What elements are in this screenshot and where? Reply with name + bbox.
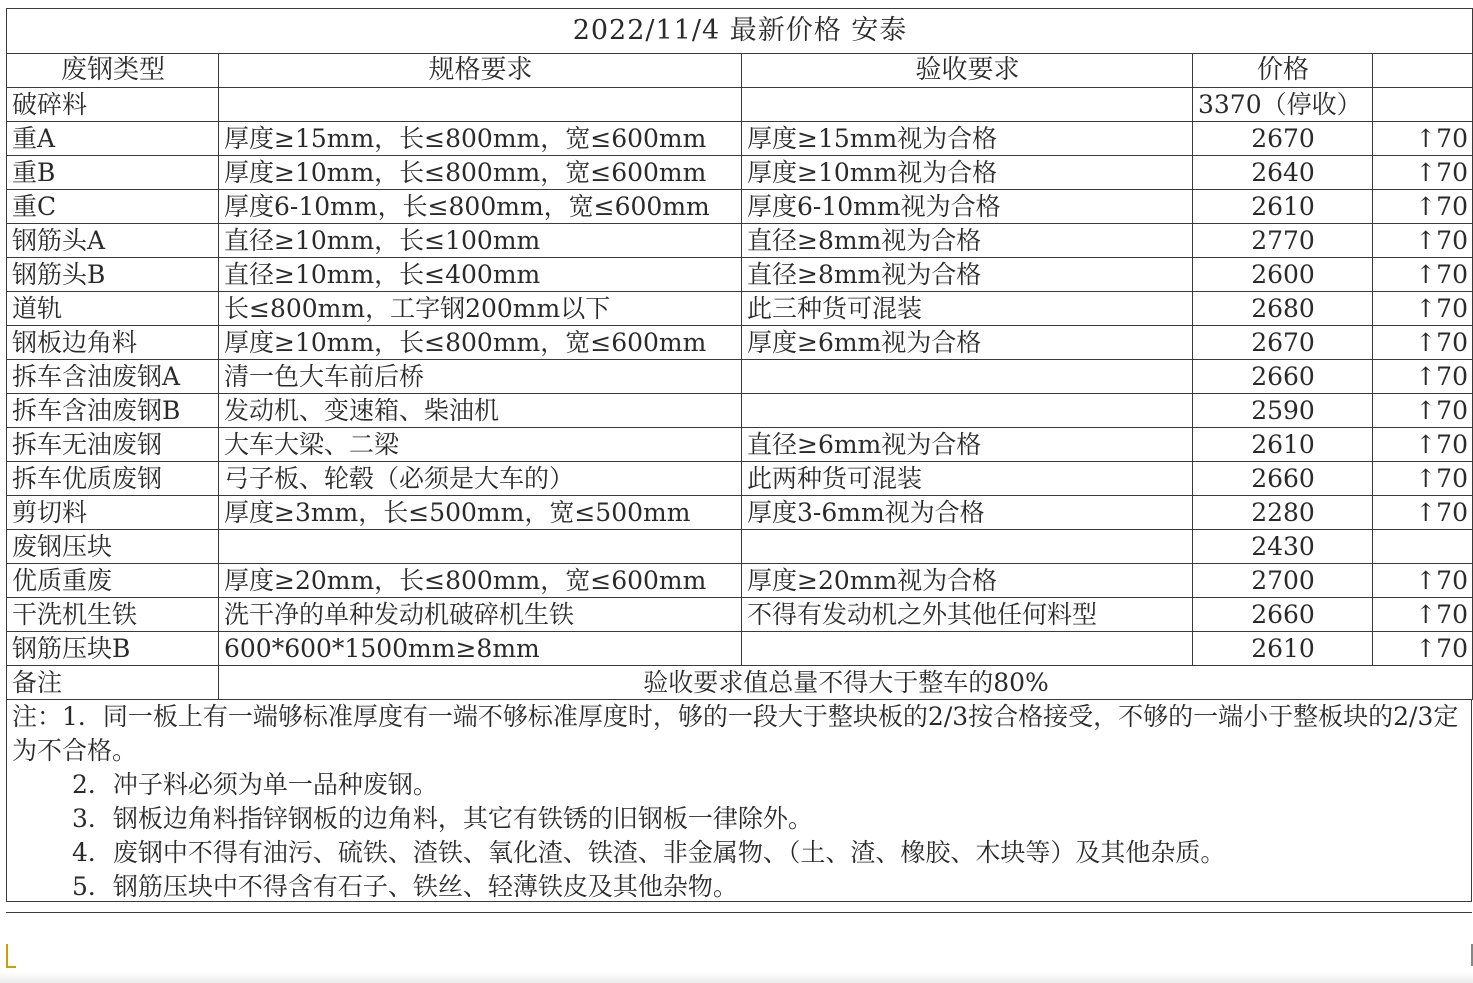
cell-type: 干洗机生铁 (7, 598, 219, 632)
cell-change: ↑70 (1373, 394, 1473, 428)
cell-spec (219, 88, 742, 122)
sheet-bottom-border (6, 912, 1472, 913)
cell-change: ↑70 (1373, 190, 1473, 224)
table-row (7, 598, 1473, 632)
cell-spec: 长≤800mm，工字钢200mm以下 (219, 292, 742, 326)
cell-type: 钢板边角料 (7, 326, 219, 360)
cell-change (1373, 530, 1473, 564)
cell-acceptance: 此三种货可混装 (742, 292, 1193, 326)
cell-spec: 清一色大车前后桥 (219, 360, 742, 394)
table-row (7, 88, 1473, 122)
bottom-shadow (0, 972, 1473, 983)
table-row (7, 394, 1473, 428)
header-row (7, 54, 1473, 88)
cell-price: 2660 (1193, 360, 1373, 394)
cell-price: 2660 (1193, 462, 1373, 496)
price-table (6, 8, 1473, 700)
note-1: 注：1．同一板上有一端够标准厚度有一端不够标准厚度时，够的一段大于整块板的2/3按合格接受，不够的一端小于整板块的2/3定为不合格。 (12, 702, 1459, 765)
cell-type: 拆车含油废钢B (7, 394, 219, 428)
cell-spec (219, 530, 742, 564)
table-row (7, 224, 1473, 258)
table-row (7, 462, 1473, 496)
cell-change: ↑70 (1373, 632, 1473, 666)
cell-type: 钢筋压块B (7, 632, 219, 666)
cell-type: 拆车含油废钢A (7, 360, 219, 394)
cell-price: 2660 (1193, 598, 1373, 632)
cell-acceptance: 不得有发动机之外其他任何料型 (742, 598, 1193, 632)
cell-spec: 600*600*1500mm≥8mm (219, 632, 742, 666)
cell-price: 2770 (1193, 224, 1373, 258)
cell-acceptance: 厚度6-10mm视为合格 (742, 190, 1193, 224)
cell-price: 2280 (1193, 496, 1373, 530)
cell-type: 剪切料 (7, 496, 219, 530)
cell-spec: 厚度≥3mm，长≤500mm，宽≤500mm (219, 496, 742, 530)
remark-row (7, 666, 1473, 700)
table-row (7, 496, 1473, 530)
cell-acceptance: 直径≥8mm视为合格 (742, 224, 1193, 258)
cell-change: ↑70 (1373, 292, 1473, 326)
cell-acceptance (742, 360, 1193, 394)
cell-price: 2430 (1193, 530, 1373, 564)
cell-acceptance (742, 632, 1193, 666)
cell-acceptance: 直径≥8mm视为合格 (742, 258, 1193, 292)
notes-block (6, 700, 1472, 902)
header-spec: 规格要求 (219, 54, 742, 88)
note-4: 4．废钢中不得有油污、硫铁、渣铁、氧化渣、铁渣、非金属物、（土、渣、橡胶、木块等）及其他杂质。 (72, 838, 1226, 867)
cell-spec: 厚度≥20mm，长≤800mm，宽≤600mm (219, 564, 742, 598)
cell-change: ↑70 (1373, 598, 1473, 632)
table-row (7, 632, 1473, 666)
cell-change: ↑70 (1373, 496, 1473, 530)
table-row (7, 190, 1473, 224)
cell-price: 2600 (1193, 258, 1373, 292)
cell-price: 2590 (1193, 394, 1373, 428)
cell-price: 2640 (1193, 156, 1373, 190)
cell-spec: 直径≥10mm，长≤100mm (219, 224, 742, 258)
cell-spec: 直径≥10mm，长≤400mm (219, 258, 742, 292)
table-row (7, 258, 1473, 292)
cell-acceptance: 厚度≥10mm视为合格 (742, 156, 1193, 190)
cell-change: ↑70 (1373, 326, 1473, 360)
table-row (7, 530, 1473, 564)
cell-type: 重A (7, 122, 219, 156)
cell-acceptance (742, 394, 1193, 428)
cell-acceptance: 厚度≥15mm视为合格 (742, 122, 1193, 156)
table-row (7, 564, 1473, 598)
remark-text: 验收要求值总量不得大于整车的80% (219, 666, 1473, 700)
cell-acceptance: 此两种货可混装 (742, 462, 1193, 496)
header-type: 废钢类型 (7, 54, 219, 88)
cell-spec: 发动机、变速箱、柴油机 (219, 394, 742, 428)
cell-price: 2680 (1193, 292, 1373, 326)
table-row (7, 156, 1473, 190)
cell-change: ↑70 (1373, 122, 1473, 156)
cell-acceptance (742, 88, 1193, 122)
table-row (7, 122, 1473, 156)
cell-change: ↑70 (1373, 564, 1473, 598)
cell-acceptance: 厚度≥6mm视为合格 (742, 326, 1193, 360)
cell-change: ↑70 (1373, 156, 1473, 190)
cell-acceptance: 直径≥6mm视为合格 (742, 428, 1193, 462)
cell-change (1373, 88, 1473, 122)
cell-type: 优质重废 (7, 564, 219, 598)
cell-acceptance (742, 530, 1193, 564)
header-price: 价格 (1193, 54, 1373, 88)
cell-acceptance: 厚度3-6mm视为合格 (742, 496, 1193, 530)
cell-price: 2610 (1193, 428, 1373, 462)
cell-acceptance: 厚度≥20mm视为合格 (742, 564, 1193, 598)
cell-price: 2700 (1193, 564, 1373, 598)
frame-corner-right (1467, 944, 1473, 966)
cell-type: 钢筋头A (7, 224, 219, 258)
cell-type: 道轨 (7, 292, 219, 326)
cell-change: ↑70 (1373, 360, 1473, 394)
cell-type: 重B (7, 156, 219, 190)
header-change (1373, 54, 1473, 88)
cell-price: 3370（停收） (1193, 88, 1373, 122)
cell-price: 2610 (1193, 190, 1373, 224)
cell-type: 破碎料 (7, 88, 219, 122)
table-row (7, 428, 1473, 462)
cell-price: 2610 (1193, 632, 1373, 666)
price-sheet (6, 8, 1472, 912)
cell-spec: 厚度6-10mm，长≤800mm，宽≤600mm (219, 190, 742, 224)
cell-price: 2670 (1193, 326, 1373, 360)
cell-change: ↑70 (1373, 258, 1473, 292)
title-row (7, 9, 1473, 54)
note-2: 2．冲子料必须为单一品种废钢。 (72, 770, 438, 799)
cell-change: ↑70 (1373, 224, 1473, 258)
table-row (7, 326, 1473, 360)
cell-spec: 厚度≥10mm，长≤800mm，宽≤600mm (219, 156, 742, 190)
table-row (7, 360, 1473, 394)
cell-spec: 厚度≥15mm，长≤800mm，宽≤600mm (219, 122, 742, 156)
frame-corner-left (6, 944, 16, 968)
note-3: 3．钢板边角料指锌钢板的边角料，其它有铁锈的旧钢板一律除外。 (72, 804, 813, 833)
header-acceptance: 验收要求 (742, 54, 1193, 88)
cell-spec: 厚度≥10mm，长≤800mm，宽≤600mm (219, 326, 742, 360)
cell-type: 钢筋头B (7, 258, 219, 292)
cell-type: 废钢压块 (7, 530, 219, 564)
cell-type: 拆车优质废钢 (7, 462, 219, 496)
cell-spec: 洗干净的单种发动机破碎机生铁 (219, 598, 742, 632)
cell-type: 重C (7, 190, 219, 224)
cell-type: 拆车无油废钢 (7, 428, 219, 462)
note-5: 5．钢筋压块中不得含有石子、铁丝、轻薄铁皮及其他杂物。 (72, 872, 738, 901)
cell-price: 2670 (1193, 122, 1373, 156)
cell-change: ↑70 (1373, 428, 1473, 462)
remark-label: 备注 (7, 666, 219, 700)
sheet-title: 2022/11/4 最新价格 安泰 (7, 9, 1473, 54)
table-row (7, 292, 1473, 326)
cell-change: ↑70 (1373, 462, 1473, 496)
cell-spec: 大车大梁、二梁 (219, 428, 742, 462)
cell-spec: 弓子板、轮毂（必须是大车的） (219, 462, 742, 496)
